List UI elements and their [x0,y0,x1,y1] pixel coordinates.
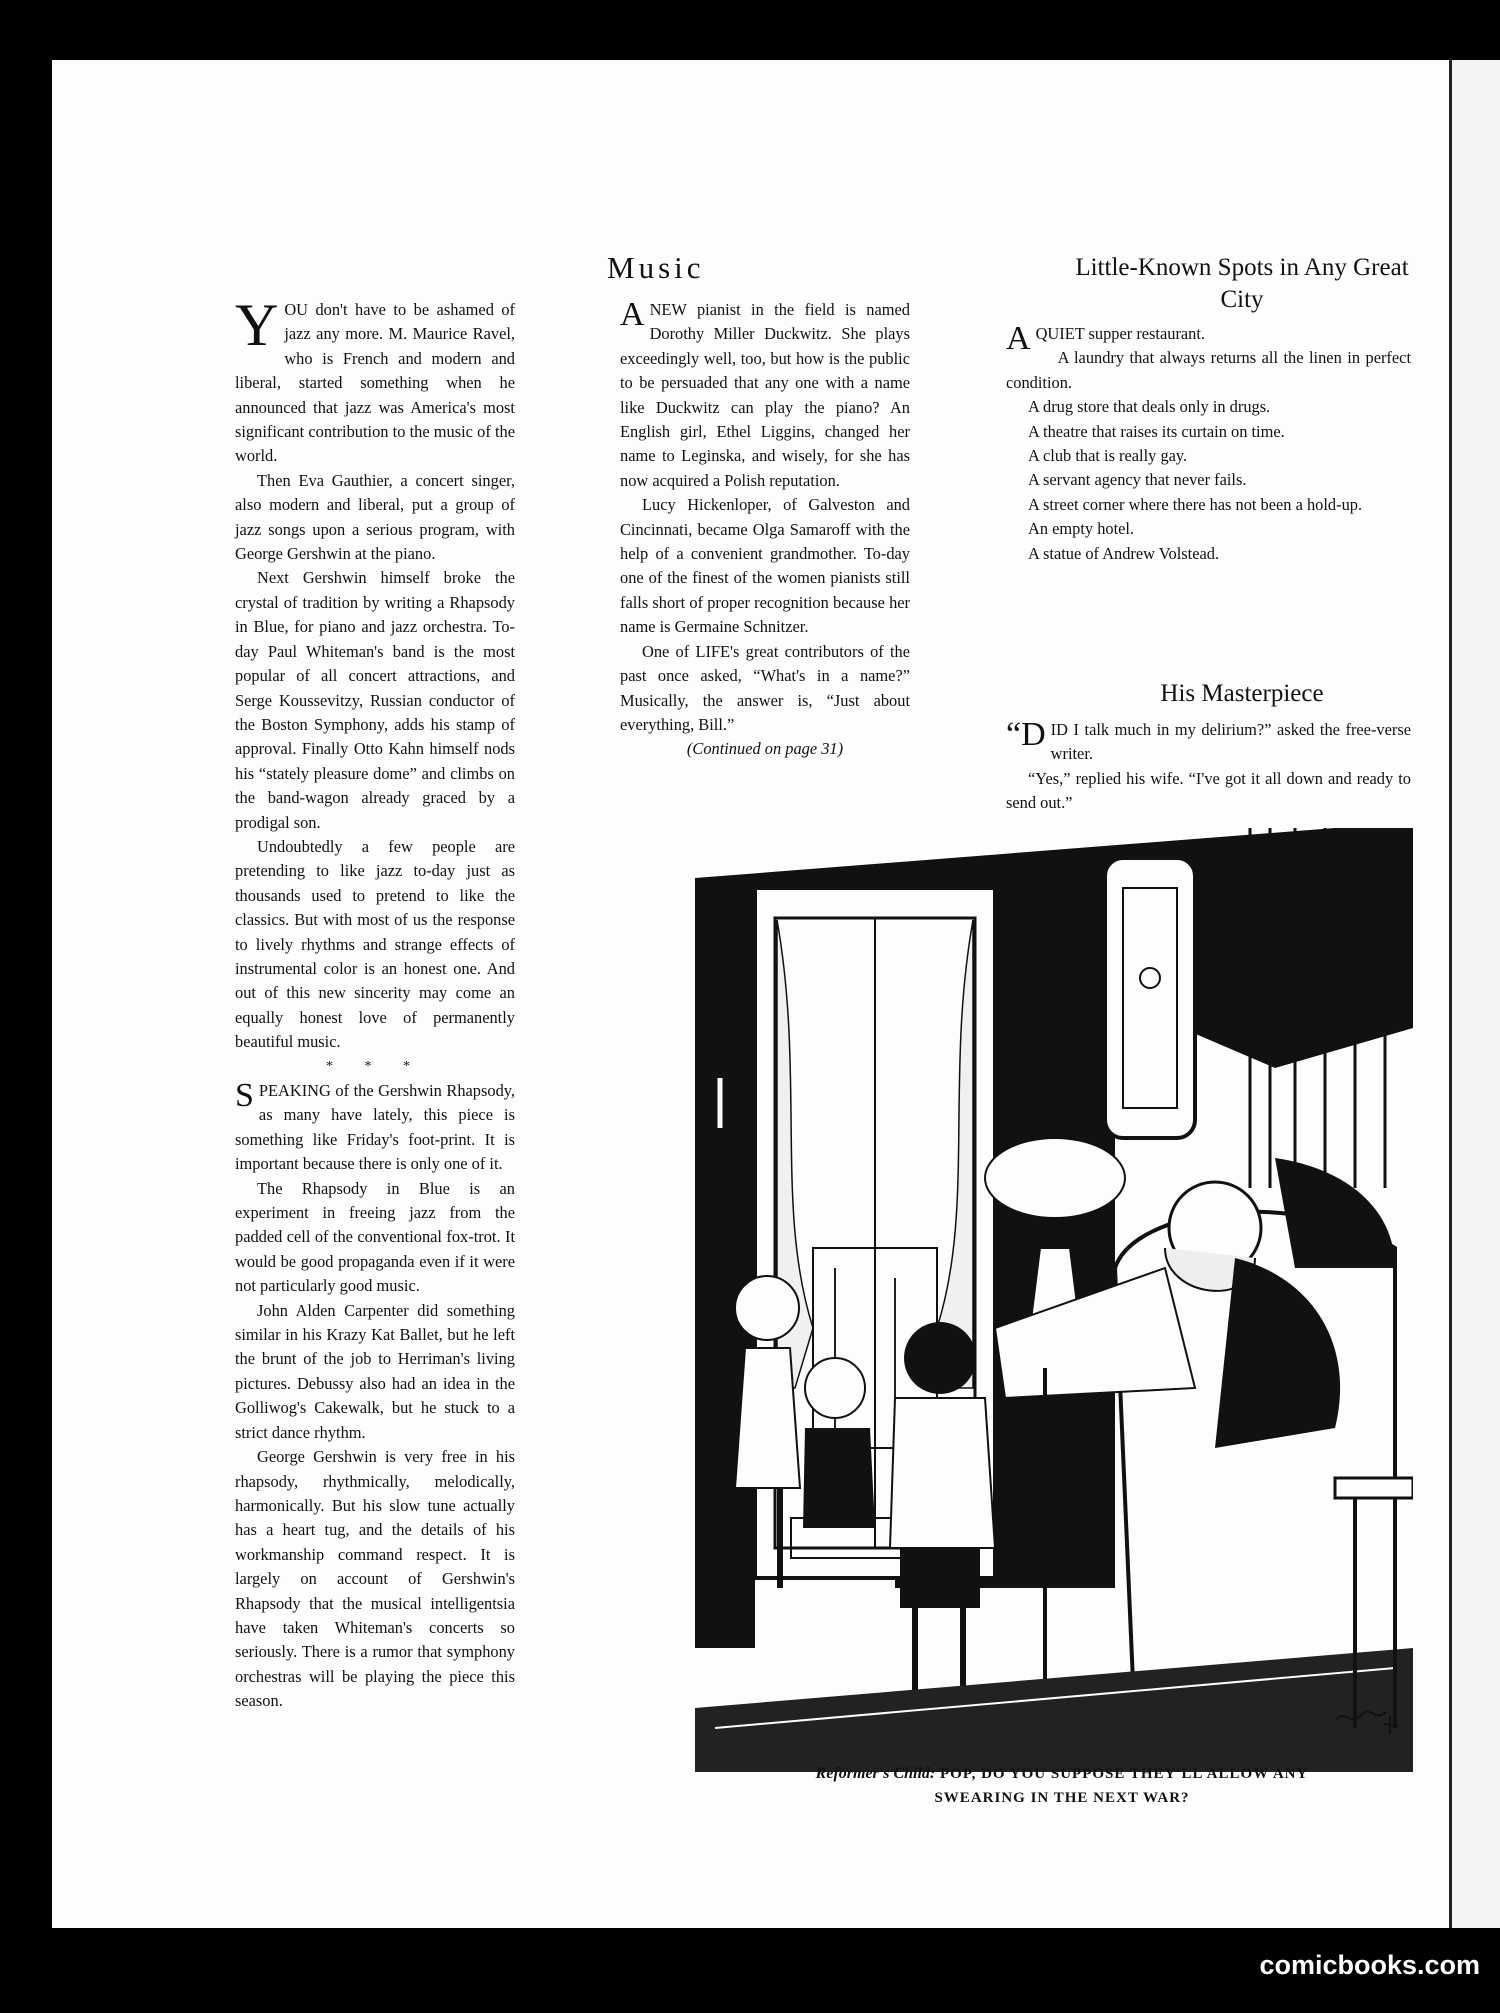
list-item: A theatre that raises its curtain on time. [1028,421,1285,441]
spots-column [1006,322,1411,566]
paragraph: Next Gershwin himself broke the crystal of tradition by writing a Rhapsody in Blue, for piano and jazz orchestra. To-day Paul Whiteman's band is the most popular of all concert attractions, and Serge Koussevitzy, Russian conductor of the Boston Symphony, adds his stamp of approval. Finally Otto Kahn himself nods his “stately pleasure dome” and climbs on the band-wagon already graced by a prodigal son. [235,568,515,832]
drop-cap: A [620,296,645,333]
continued-note: (Continued on page 31) [686,739,844,759]
paragraph: “Yes,” replied his wife. “I've got it all down and ready to send out.” [1006,768,1411,813]
artist-signature [1332,1700,1402,1736]
masterpiece-heading: His Masterpiece [1160,680,1324,707]
caption-line-2: SWEARING IN THE NEXT WAR? [934,1790,1190,1806]
adjacent-page-edge [1452,60,1500,1928]
paragraph: One of LIFE's great contributors of the past once asked, “What's in a name?” Musically, the answer is, “Just about everything, Bill.” [620,641,910,734]
magazine-page [52,60,1450,1928]
cartoon-illustration [695,828,1413,1772]
caption-speaker: Reformer's Child: [815,1765,936,1782]
caption-line-1: POP, DO YOU SUPPOSE THEY'LL ALLOW ANY [939,1766,1309,1782]
list-item: A club that is really gay. [1028,446,1188,466]
paragraph: The Rhapsody in Blue is an experiment in freeing jazz from the padded cell of the conventional fox-trot. It would be good propaganda even if it were not particularly good music. [235,1178,515,1296]
list-item: A street corner where there has not been a hold-up. [1028,494,1363,514]
list-item: A drug store that deals only in drugs. [1028,397,1271,417]
music-column-1 [235,292,515,1714]
drop-cap: A [1006,320,1031,357]
cartoon-caption [712,1762,1412,1810]
music-heading: Music [607,250,705,285]
section-divider: * * * [326,1058,424,1074]
paragraph: John Alden Carpenter did something similar in his Krazy Kat Ballet, but he left the brunt of the job to Herriman's living pictures. Debussy also had an idea in the Golliwog's Cakewalk, but he stuck to a strict dance rhythm. [235,1300,515,1442]
paragraph: “DID I talk much in my delirium?” asked the free-verse writer. [1006,716,1411,764]
spots-heading: Little-Known Spots in Any Great City [1075,254,1409,313]
paragraph: Undoubtedly a few people are pretending to like jazz to-day just as thousands used to pretend to like the classics. But with most of us the response to lively rhythms and strange effects of instrumental color is an honest one. And out of this new sincerity may come an equally honest love of permanently beautiful music. [235,836,515,1052]
masterpiece-column [1006,718,1411,816]
paragraph: Lucy Hickenloper, of Galveston and Cincinnati, became Olga Samaroff with the help of a convenient grandmother. To-day one of the finest of the women pianists still falls short of proper recognition because her name is Germaine Schnitzer. [620,495,910,637]
paragraph: SPEAKING of the Gershwin Rhapsody, as many have lately, this piece is something like Friday's foot-print. It is important because there is only one of it. [235,1077,515,1174]
drop-cap: S [235,1077,254,1114]
list-item: A servant agency that never fails. [1028,470,1247,490]
list-item: A statue of Andrew Volstead. [1028,543,1220,563]
music-column-2 [620,298,910,762]
paragraph: George Gershwin is very free in his rhapsody, rhythmically, melodically, harmonically. But his slow tune actually has a heart tug, and the details of his workmanship command respect. It is largely on account of Gershwin's Rhapsody that the musical intelligentsia have taken Whiteman's concerts so seriously. There is a rumor that symphony orchestras will be playing the piece this season. [235,1447,515,1711]
list-item: An empty hotel. [1028,519,1135,539]
list-item: A laundry that always returns all the linen in perfect condition. [1006,348,1411,392]
paragraph: YOU don't have to be ashamed of jazz any more. M. Maurice Ravel, who is French and modern and liberal, started something when he announced that jazz was America's most significant contribution to the music of the world. [235,292,515,466]
drop-cap: “D [1006,716,1046,753]
paragraph: ANEW pianist in the field is named Dorothy Miller Duckwitz. She plays exceedingly well, too, but how is the public to be persuaded that any one with a name like Duckwitz can play the piano? An English girl, Ethel Liggins, changed her name to Leginska, and wisely, for she has now acquired a Polish reputation. [620,296,910,490]
paragraph: Then Eva Gauthier, a concert singer, also modern and liberal, put a group of jazz songs upon a serious program, with George Gershwin at the piano. [235,470,515,564]
drop-cap: Y [235,292,279,358]
list-item: AQUIET supper restaurant. [1006,320,1206,357]
watermark: comicbooks.com [1259,1950,1480,1980]
